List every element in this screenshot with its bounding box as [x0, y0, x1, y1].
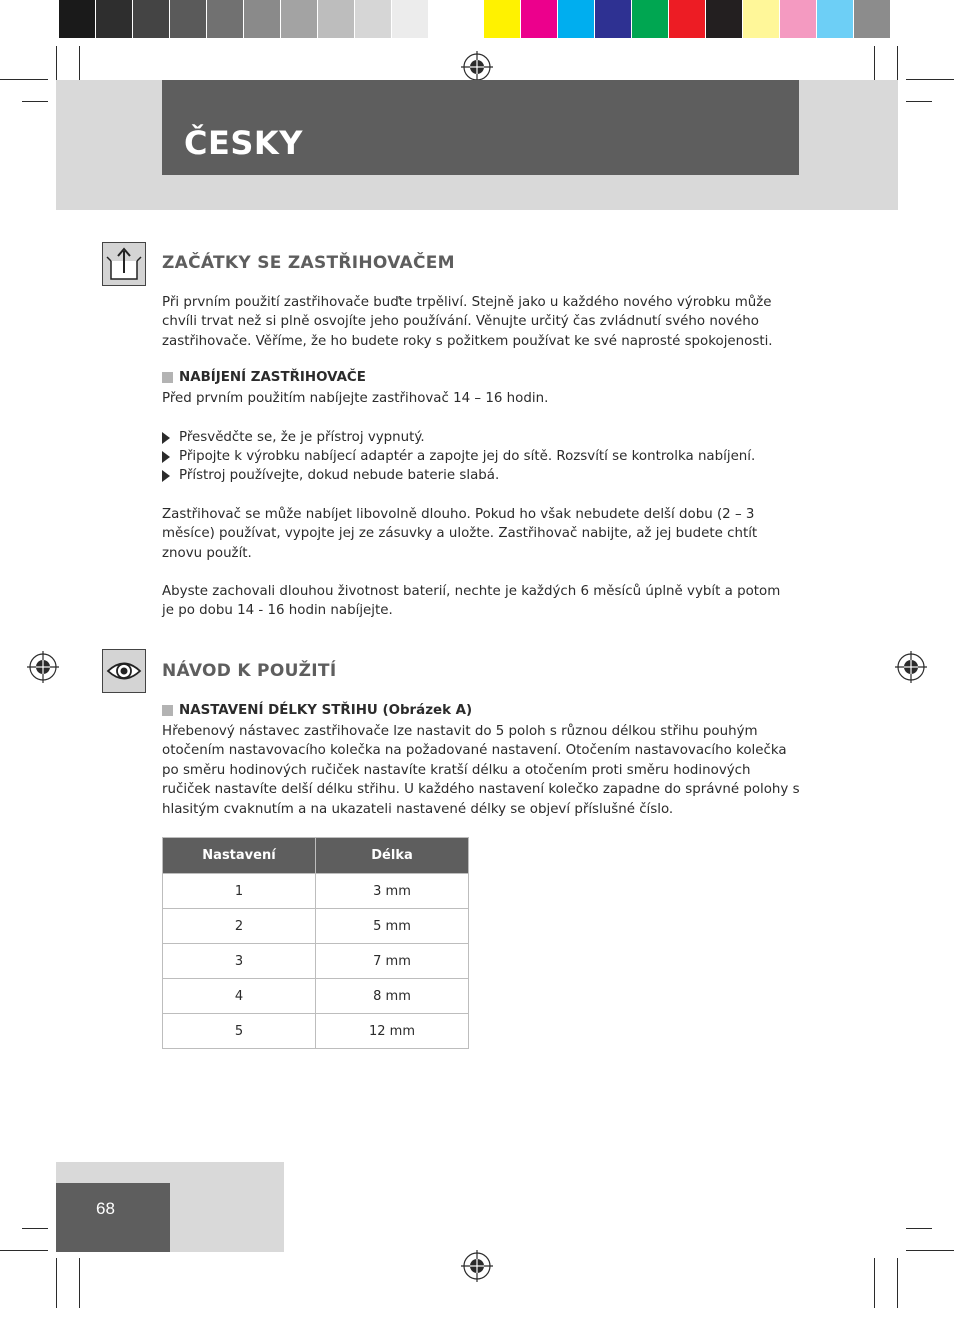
table-row: [163, 979, 469, 1014]
crop-mark: [906, 1250, 954, 1251]
registration-mark-icon: [27, 651, 59, 683]
subheading-cut-length: [162, 703, 472, 718]
charging-intro: Před prvním použitím nabíjejte zastřihovač 14 – 16 hodin.: [162, 391, 549, 406]
table-row: [163, 909, 469, 944]
color-swatch: [484, 0, 521, 38]
list-item-text: Přesvědčte se, že je přístroj vypnutý.: [179, 430, 425, 445]
list-item: [162, 428, 425, 447]
color-swatch: [632, 0, 669, 38]
color-swatch: [817, 0, 854, 38]
triangle-bullet-icon: [162, 470, 170, 482]
box-upload-icon: [102, 242, 146, 286]
triangle-bullet-icon: [162, 432, 170, 444]
table-cell-setting: 3: [163, 944, 316, 979]
list-item: [162, 447, 755, 466]
color-swatch: [429, 0, 466, 38]
crop-mark: [56, 1258, 57, 1308]
subheading-charging: [162, 370, 366, 385]
crop-mark: [0, 79, 48, 80]
color-swatch: [355, 0, 392, 38]
color-swatch: [706, 0, 743, 38]
color-swatch: [133, 0, 170, 38]
color-swatch: [521, 0, 558, 38]
section-heading-getting-started: ZAČÁTKY SE ZASTŘIHOVAČEM: [162, 253, 455, 273]
table-cell-setting: 4: [163, 979, 316, 1014]
length-settings-table: [162, 837, 469, 1049]
table-cell-length: 3 mm: [316, 874, 469, 909]
grayscale-swatch-bar: [59, 0, 466, 38]
page-title: ČESKY: [184, 124, 303, 162]
color-swatch: [780, 0, 817, 38]
color-swatch: [244, 0, 281, 38]
triangle-bullet-icon: [162, 451, 170, 463]
crop-mark: [906, 79, 954, 80]
table-cell-length: 12 mm: [316, 1014, 469, 1049]
eye-icon: [102, 649, 146, 693]
intro-paragraph: Při prvním použití zastřihovače buďte trpěliví. Stejně jako u každého nového výrobku může chvíli trvat než si plně osvojíte jeho používání. Věnujte určitý čas zvládnutí svého nového zastřihovače. Věříme, že ho budete roky s požitkem používat ke své naprosté spokojenosti.: [162, 295, 773, 349]
subheading-charging-label: NABÍJENÍ ZASTŘIHOVAČE: [179, 370, 366, 385]
table-row: [163, 874, 469, 909]
crop-mark: [22, 1228, 48, 1229]
cut-length-paragraph: Hřebenový nástavec zastřihovače lze nastavit do 5 poloh s různou délkou střihu pouhým otočením nastavovacího kolečka na požadované nastavení. Otočením nastavovacího kolečka po směru hodinových ručiček nastavíte kratší délku a otočením proti směru hodinových ručiček nastavíte delší délku střihu. U každého nastavení kolečko zapadne do správné polohy s hlasitým cvaknutím a na ukazateli nastavené délky se objeví příslušné číslo.: [162, 724, 800, 817]
crop-mark: [874, 1258, 875, 1308]
table-row: [163, 1014, 469, 1049]
crop-mark: [897, 46, 898, 82]
table-row: [163, 944, 469, 979]
table-cell-length: 8 mm: [316, 979, 469, 1014]
storage-paragraph: Zastřihovač se může nabíjet libovolně dlouho. Pokud ho však nebudete delší dobu (2 – 3 měsíce) používat, vypojte jej ze zásuvky a uložte. Zastřihovač nabijte, až jej budete chtít znovu použít.: [162, 507, 758, 561]
table-header-setting: Nastavení: [163, 838, 316, 874]
crop-mark: [22, 101, 48, 102]
crop-mark: [56, 46, 57, 82]
square-bullet-icon: [162, 705, 173, 716]
color-swatch: [59, 0, 96, 38]
table-cell-setting: 5: [163, 1014, 316, 1049]
color-swatch: [595, 0, 632, 38]
list-item: [162, 466, 499, 485]
color-swatch: [558, 0, 595, 38]
color-swatch: [854, 0, 891, 38]
color-swatch: [207, 0, 244, 38]
square-bullet-icon: [162, 372, 173, 383]
color-swatch: [669, 0, 706, 38]
page-number: 68: [96, 1199, 115, 1218]
page-number-box: [56, 1183, 170, 1252]
color-swatch: [392, 0, 429, 38]
registration-mark-icon: [895, 651, 927, 683]
crop-mark: [906, 1228, 932, 1229]
color-swatch: [318, 0, 355, 38]
table-cell-setting: 1: [163, 874, 316, 909]
list-item-text: Připojte k výrobku nabíjecí adaptér a zapojte jej do sítě. Rozsvítí se kontrolka nabíjení.: [179, 449, 756, 464]
crop-mark: [897, 1258, 898, 1308]
battery-paragraph: Abyste zachovali dlouhou životnost baterií, nechte je každých 6 měsíců úplně vybít a potom je po dobu 14 - 16 hodin nabíjejte.: [162, 584, 781, 619]
crop-mark: [0, 1250, 48, 1251]
registration-mark-icon: [461, 1250, 493, 1282]
header-title-box: [162, 80, 799, 175]
table-header-row: [163, 838, 469, 874]
crop-mark: [79, 1258, 80, 1308]
color-swatch-bar: [484, 0, 891, 38]
color-swatch: [170, 0, 207, 38]
subheading-cut-length-label: NASTAVENÍ DÉLKY STŘIHU (Obrázek A): [179, 703, 473, 718]
crop-mark: [906, 101, 932, 102]
color-swatch: [743, 0, 780, 38]
list-item-text: Přístroj používejte, dokud nebude baterie slabá.: [179, 468, 500, 483]
table-header-length: Délka: [316, 838, 469, 874]
color-swatch: [96, 0, 133, 38]
table-cell-length: 5 mm: [316, 909, 469, 944]
section-heading-instructions: NÁVOD K POUŽITÍ: [162, 661, 337, 681]
color-swatch: [281, 0, 318, 38]
table-cell-length: 7 mm: [316, 944, 469, 979]
registration-mark-icon: [461, 51, 493, 83]
table-cell-setting: 2: [163, 909, 316, 944]
